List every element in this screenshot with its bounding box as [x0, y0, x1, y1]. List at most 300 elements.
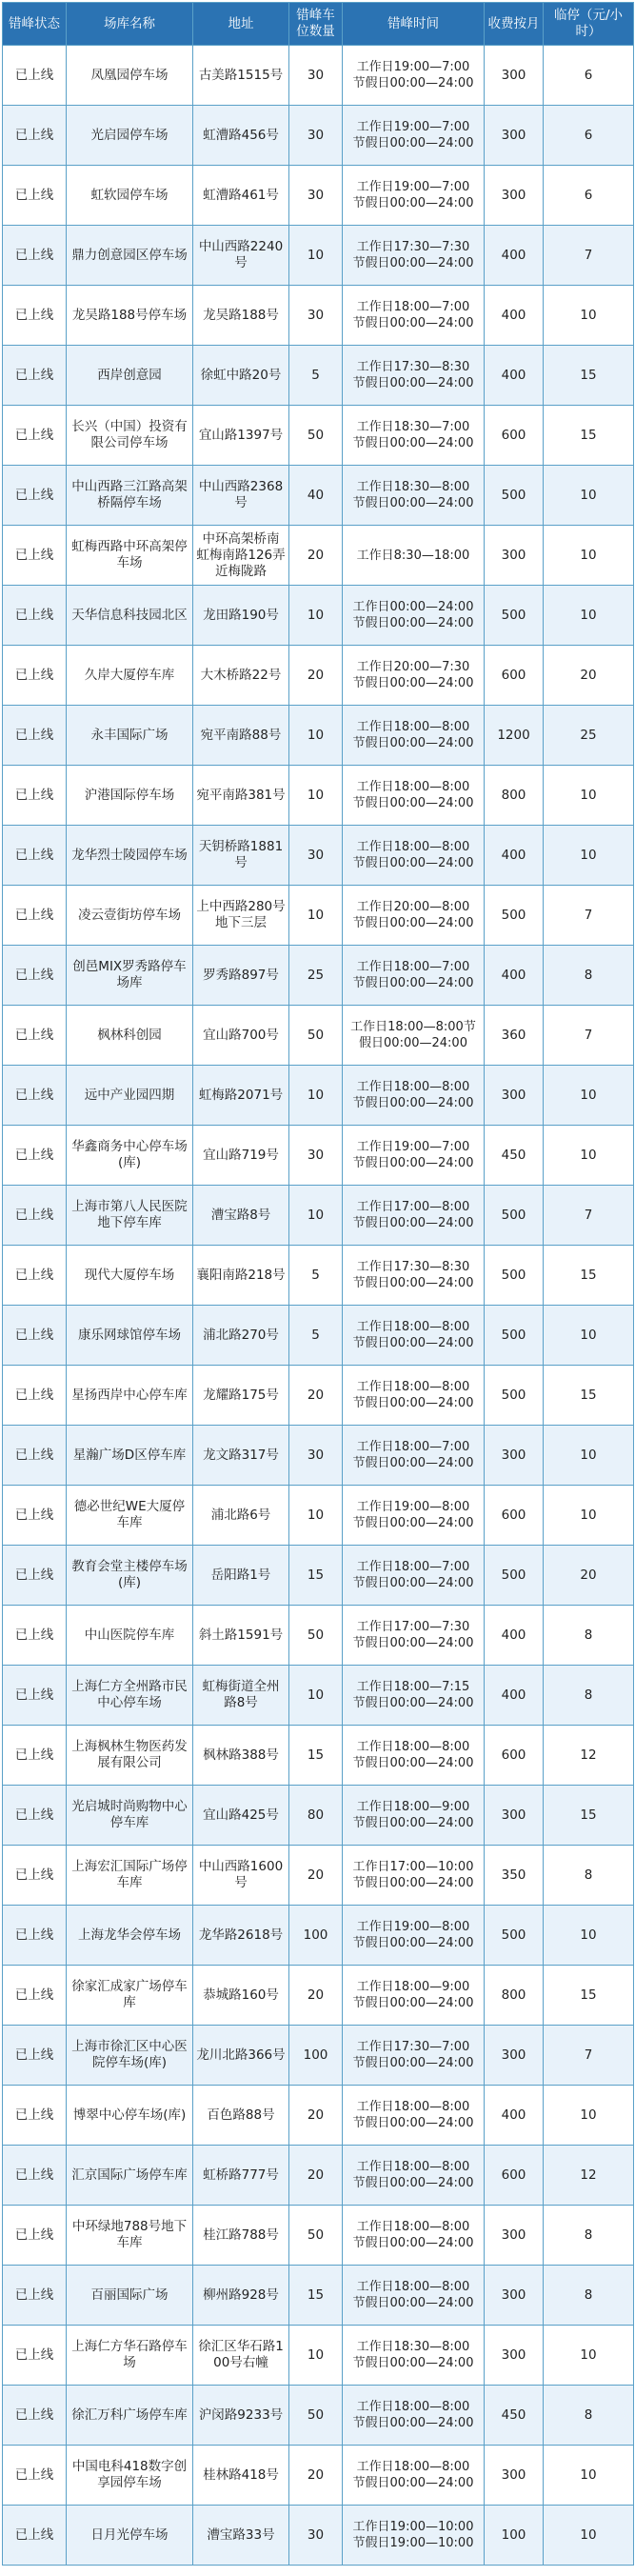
time-cell: 工作日17:00—7:30 节假日00:00—24:00	[343, 1606, 485, 1666]
address-cell: 虹梅街道全州路8号	[193, 1666, 289, 1726]
spaces-cell: 10	[289, 1486, 343, 1546]
monthly-fee-cell: 400	[485, 286, 544, 346]
header-time: 错峰时间	[343, 3, 485, 46]
monthly-fee-cell: 800	[485, 1966, 544, 2026]
spaces-cell: 20	[289, 1846, 343, 1906]
name-cell: 久岸大厦停车库	[67, 646, 193, 706]
spaces-cell: 5	[289, 1306, 343, 1366]
table-row	[3, 1426, 634, 1486]
monthly-fee-cell: 400	[485, 1606, 544, 1666]
hourly-fee-cell: 10	[544, 1906, 634, 1966]
table-row	[3, 1546, 634, 1606]
hourly-fee-cell: 6	[544, 166, 634, 226]
status-cell: 已上线	[3, 226, 67, 286]
status-cell: 已上线	[3, 466, 67, 526]
name-cell: 西岸创意园	[67, 346, 193, 406]
address-cell: 虹漕路456号	[193, 106, 289, 166]
address-cell: 大木桥路22号	[193, 646, 289, 706]
spaces-cell: 20	[289, 646, 343, 706]
monthly-fee-cell: 450	[485, 2386, 544, 2446]
hourly-fee-cell: 12	[544, 2146, 634, 2206]
time-cell: 工作日18:30—8:00 节假日00:00—24:00	[343, 2326, 485, 2386]
monthly-fee-cell: 500	[485, 586, 544, 646]
monthly-fee-cell: 100	[485, 2506, 544, 2566]
hourly-fee-cell: 15	[544, 406, 634, 466]
monthly-fee-cell: 500	[485, 1906, 544, 1966]
hourly-fee-cell: 8	[544, 1846, 634, 1906]
monthly-fee-cell: 300	[485, 1426, 544, 1486]
table-body	[3, 46, 634, 2566]
table-row	[3, 1846, 634, 1906]
time-cell: 工作日18:00—9:00 节假日00:00—24:00	[343, 1786, 485, 1846]
name-cell: 教育会堂主楼停车场(库)	[67, 1546, 193, 1606]
address-cell: 龙田路190号	[193, 586, 289, 646]
name-cell: 凤凰园停车场	[67, 46, 193, 106]
status-cell: 已上线	[3, 106, 67, 166]
hourly-fee-cell: 25	[544, 706, 634, 766]
hourly-fee-cell: 8	[544, 2266, 634, 2326]
table-row	[3, 2206, 634, 2266]
status-cell: 已上线	[3, 946, 67, 1006]
status-cell: 已上线	[3, 646, 67, 706]
header-spaces: 错峰车位数量	[289, 3, 343, 46]
name-cell: 枫林科创园	[67, 1006, 193, 1066]
status-cell: 已上线	[3, 1006, 67, 1066]
time-cell: 工作日18:00—7:15 节假日00:00—24:00	[343, 1666, 485, 1726]
hourly-fee-cell: 10	[544, 466, 634, 526]
name-cell: 虹软园停车场	[67, 166, 193, 226]
spaces-cell: 30	[289, 106, 343, 166]
time-cell: 工作日17:30—8:30 节假日00:00—24:00	[343, 346, 485, 406]
name-cell: 百丽国际广场	[67, 2266, 193, 2326]
spaces-cell: 25	[289, 946, 343, 1006]
monthly-fee-cell: 600	[485, 1486, 544, 1546]
status-cell: 已上线	[3, 526, 67, 586]
table-row	[3, 466, 634, 526]
address-cell: 斜土路1591号	[193, 1606, 289, 1666]
spaces-cell: 30	[289, 1126, 343, 1186]
monthly-fee-cell: 500	[485, 466, 544, 526]
name-cell: 上海市第八人民医院地下停车库	[67, 1186, 193, 1246]
monthly-fee-cell: 500	[485, 886, 544, 946]
address-cell: 中山西路2240号	[193, 226, 289, 286]
spaces-cell: 30	[289, 1426, 343, 1486]
hourly-fee-cell: 7	[544, 2026, 634, 2086]
name-cell: 上海仁方华石路停车场	[67, 2326, 193, 2386]
monthly-fee-cell: 600	[485, 1726, 544, 1786]
hourly-fee-cell: 15	[544, 1966, 634, 2026]
address-cell: 宜山路700号	[193, 1006, 289, 1066]
table-row	[3, 2026, 634, 2086]
table-row	[3, 1006, 634, 1066]
status-cell: 已上线	[3, 2086, 67, 2146]
hourly-fee-cell: 10	[544, 1306, 634, 1366]
name-cell: 康乐网球馆停车场	[67, 1306, 193, 1366]
time-cell: 工作日18:00—8:00 节假日00:00—24:00	[343, 1066, 485, 1126]
name-cell: 上海枫林生物医药发展有限公司	[67, 1726, 193, 1786]
spaces-cell: 30	[289, 46, 343, 106]
hourly-fee-cell: 6	[544, 106, 634, 166]
table-row	[3, 2386, 634, 2446]
name-cell: 远中产业园四期	[67, 1066, 193, 1126]
status-cell: 已上线	[3, 2146, 67, 2206]
address-cell: 襄阳南路218号	[193, 1246, 289, 1306]
time-cell: 工作日19:00—7:00 节假日00:00—24:00	[343, 166, 485, 226]
spaces-cell: 10	[289, 2326, 343, 2386]
status-cell: 已上线	[3, 1066, 67, 1126]
name-cell: 徐家汇成家广场停车库	[67, 1966, 193, 2026]
status-cell: 已上线	[3, 826, 67, 886]
address-cell: 天钥桥路1881号	[193, 826, 289, 886]
status-cell: 已上线	[3, 1186, 67, 1246]
status-cell: 已上线	[3, 1486, 67, 1546]
table-row	[3, 706, 634, 766]
monthly-fee-cell: 1200	[485, 706, 544, 766]
header-name: 场库名称	[67, 3, 193, 46]
address-cell: 漕宝路8号	[193, 1186, 289, 1246]
hourly-fee-cell: 10	[544, 1126, 634, 1186]
address-cell: 龙文路317号	[193, 1426, 289, 1486]
hourly-fee-cell: 10	[544, 2326, 634, 2386]
table-row	[3, 46, 634, 106]
table-row	[3, 1066, 634, 1126]
table-row	[3, 1726, 634, 1786]
time-cell: 工作日18:00—7:00 节假日00:00—24:00	[343, 286, 485, 346]
status-cell: 已上线	[3, 1906, 67, 1966]
table-row	[3, 2326, 634, 2386]
status-cell: 已上线	[3, 886, 67, 946]
address-cell: 虹漕路461号	[193, 166, 289, 226]
table-row	[3, 1366, 634, 1426]
address-cell: 桂林路418号	[193, 2446, 289, 2506]
status-cell: 已上线	[3, 2206, 67, 2266]
address-cell: 虹梅路2071号	[193, 1066, 289, 1126]
name-cell: 鼎力创意园区停车场	[67, 226, 193, 286]
status-cell: 已上线	[3, 2506, 67, 2566]
address-cell: 徐汇区华石路100号右幢	[193, 2326, 289, 2386]
spaces-cell: 10	[289, 586, 343, 646]
time-cell: 工作日18:00—8:00 节假日00:00—24:00	[343, 2266, 485, 2326]
address-cell: 中山西路2368号	[193, 466, 289, 526]
time-cell: 工作日17:30—7:30 节假日00:00—24:00	[343, 226, 485, 286]
spaces-cell: 50	[289, 406, 343, 466]
table-row	[3, 1906, 634, 1966]
time-cell: 工作日19:00—7:00 节假日00:00—24:00	[343, 46, 485, 106]
monthly-fee-cell: 600	[485, 406, 544, 466]
name-cell: 永丰国际广场	[67, 706, 193, 766]
spaces-cell: 5	[289, 1246, 343, 1306]
time-cell: 工作日18:00—8:00 节假日00:00—24:00	[343, 826, 485, 886]
name-cell: 上海市徐汇区中心医院停车场(库)	[67, 2026, 193, 2086]
spaces-cell: 20	[289, 526, 343, 586]
name-cell: 德必世纪WE大厦停车库	[67, 1486, 193, 1546]
monthly-fee-cell: 400	[485, 946, 544, 1006]
table-row	[3, 286, 634, 346]
hourly-fee-cell: 12	[544, 1726, 634, 1786]
name-cell: 现代大厦停车场	[67, 1246, 193, 1306]
time-cell: 工作日18:00—8:00 节假日00:00—24:00	[343, 2386, 485, 2446]
address-cell: 沪闵路9233号	[193, 2386, 289, 2446]
table-row	[3, 646, 634, 706]
monthly-fee-cell: 300	[485, 2206, 544, 2266]
status-cell: 已上线	[3, 346, 67, 406]
hourly-fee-cell: 10	[544, 2506, 634, 2566]
header-hourly-fee: 临停（元/小时）	[544, 3, 634, 46]
address-cell: 古美路1515号	[193, 46, 289, 106]
table-row	[3, 826, 634, 886]
status-cell: 已上线	[3, 1246, 67, 1306]
table-row	[3, 1966, 634, 2026]
spaces-cell: 20	[289, 1966, 343, 2026]
name-cell: 中山医院停车库	[67, 1606, 193, 1666]
address-cell: 虹桥路777号	[193, 2146, 289, 2206]
address-cell: 龙吴路188号	[193, 286, 289, 346]
time-cell: 工作日18:00—8:00 节假日00:00—24:00	[343, 1306, 485, 1366]
name-cell: 日月光停车场	[67, 2506, 193, 2566]
table-row	[3, 2266, 634, 2326]
status-cell: 已上线	[3, 2326, 67, 2386]
hourly-fee-cell: 10	[544, 1066, 634, 1126]
spaces-cell: 30	[289, 826, 343, 886]
hourly-fee-cell: 15	[544, 346, 634, 406]
status-cell: 已上线	[3, 1546, 67, 1606]
time-cell: 工作日18:00—8:00 节假日00:00—24:00	[343, 2086, 485, 2146]
monthly-fee-cell: 800	[485, 766, 544, 826]
header-status: 错峰状态	[3, 3, 67, 46]
time-cell: 工作日18:00—8:00 节假日00:00—24:00	[343, 2146, 485, 2206]
table-row	[3, 2086, 634, 2146]
address-cell: 上中西路280号地下三层	[193, 886, 289, 946]
time-cell: 工作日19:00—10:00 节假日19:00—10:00	[343, 2506, 485, 2566]
spaces-cell: 15	[289, 1546, 343, 1606]
address-cell: 中山西路1600号	[193, 1846, 289, 1906]
parking-table	[2, 2, 634, 2566]
name-cell: 博翠中心停车场(库)	[67, 2086, 193, 2146]
spaces-cell: 100	[289, 1906, 343, 1966]
name-cell: 星扬西岸中心停车库	[67, 1366, 193, 1426]
table-row	[3, 1186, 634, 1246]
table-row	[3, 1126, 634, 1186]
address-cell: 龙华路2618号	[193, 1906, 289, 1966]
spaces-cell: 10	[289, 1186, 343, 1246]
header-address: 地址	[193, 3, 289, 46]
time-cell: 工作日19:00—8:00 节假日00:00—24:00	[343, 1906, 485, 1966]
name-cell: 光启城时尚购物中心停车库	[67, 1786, 193, 1846]
table-row	[3, 166, 634, 226]
monthly-fee-cell: 400	[485, 226, 544, 286]
monthly-fee-cell: 400	[485, 2086, 544, 2146]
address-cell: 宛平南路88号	[193, 706, 289, 766]
table-row	[3, 2506, 634, 2566]
table-row	[3, 766, 634, 826]
table-row	[3, 1786, 634, 1846]
name-cell: 虹梅西路中环高架停车场	[67, 526, 193, 586]
hourly-fee-cell: 20	[544, 1546, 634, 1606]
table-row	[3, 1666, 634, 1726]
time-cell: 工作日17:00—10:00 节假日00:00—24:00	[343, 1846, 485, 1906]
time-cell: 工作日17:00—8:00 节假日00:00—24:00	[343, 1186, 485, 1246]
spaces-cell: 10	[289, 1066, 343, 1126]
address-cell: 柳州路928号	[193, 2266, 289, 2326]
spaces-cell: 50	[289, 2206, 343, 2266]
monthly-fee-cell: 300	[485, 2326, 544, 2386]
status-cell: 已上线	[3, 1846, 67, 1906]
name-cell: 龙吴路188号停车场	[67, 286, 193, 346]
spaces-cell: 20	[289, 1366, 343, 1426]
spaces-cell: 15	[289, 2266, 343, 2326]
address-cell: 宜山路1397号	[193, 406, 289, 466]
spaces-cell: 15	[289, 1726, 343, 1786]
name-cell: 华鑫商务中心停车场(库)	[67, 1126, 193, 1186]
monthly-fee-cell: 300	[485, 1066, 544, 1126]
hourly-fee-cell: 8	[544, 946, 634, 1006]
monthly-fee-cell: 300	[485, 46, 544, 106]
hourly-fee-cell: 8	[544, 1666, 634, 1726]
name-cell: 长兴（中国）投资有限公司停车场	[67, 406, 193, 466]
address-cell: 岳阳路1号	[193, 1546, 289, 1606]
monthly-fee-cell: 360	[485, 1006, 544, 1066]
status-cell: 已上线	[3, 1786, 67, 1846]
time-cell: 工作日18:00—8:00 节假日00:00—24:00	[343, 1726, 485, 1786]
monthly-fee-cell: 300	[485, 2266, 544, 2326]
spaces-cell: 10	[289, 226, 343, 286]
header-monthly-fee: 收费按月	[485, 3, 544, 46]
time-cell: 工作日20:00—8:00 节假日00:00—24:00	[343, 886, 485, 946]
name-cell: 徐汇万科广场停车库	[67, 2386, 193, 2446]
address-cell: 宜山路719号	[193, 1126, 289, 1186]
monthly-fee-cell: 500	[485, 1366, 544, 1426]
header-row	[3, 3, 634, 46]
hourly-fee-cell: 20	[544, 646, 634, 706]
address-cell: 浦北路270号	[193, 1306, 289, 1366]
spaces-cell: 10	[289, 1666, 343, 1726]
spaces-cell: 50	[289, 1006, 343, 1066]
time-cell: 工作日18:00—8:00 节假日00:00—24:00	[343, 2446, 485, 2506]
spaces-cell: 20	[289, 2146, 343, 2206]
monthly-fee-cell: 300	[485, 166, 544, 226]
monthly-fee-cell: 450	[485, 1126, 544, 1186]
monthly-fee-cell: 300	[485, 526, 544, 586]
table-row	[3, 946, 634, 1006]
hourly-fee-cell: 10	[544, 2086, 634, 2146]
status-cell: 已上线	[3, 2386, 67, 2446]
table-row	[3, 2446, 634, 2506]
table-row	[3, 1486, 634, 1546]
address-cell: 龙川北路366号	[193, 2026, 289, 2086]
name-cell: 上海仁方全州路市民中心停车场	[67, 1666, 193, 1726]
name-cell: 沪港国际停车场	[67, 766, 193, 826]
address-cell: 枫林路388号	[193, 1726, 289, 1786]
monthly-fee-cell: 300	[485, 2026, 544, 2086]
hourly-fee-cell: 10	[544, 826, 634, 886]
status-cell: 已上线	[3, 2266, 67, 2326]
table-row	[3, 106, 634, 166]
status-cell: 已上线	[3, 706, 67, 766]
time-cell: 工作日18:00—8:00 节假日00:00—24:00	[343, 2206, 485, 2266]
time-cell: 工作日18:30—8:00 节假日00:00—24:00	[343, 466, 485, 526]
status-cell: 已上线	[3, 1726, 67, 1786]
address-cell: 宜山路425号	[193, 1786, 289, 1846]
hourly-fee-cell: 10	[544, 526, 634, 586]
spaces-cell: 80	[289, 1786, 343, 1846]
name-cell: 光启园停车场	[67, 106, 193, 166]
time-cell: 工作日20:00—7:30 节假日00:00—24:00	[343, 646, 485, 706]
spaces-cell: 30	[289, 166, 343, 226]
address-cell: 中环高架桥南虹梅南路126弄近梅陇路	[193, 526, 289, 586]
monthly-fee-cell: 500	[485, 1246, 544, 1306]
spaces-cell: 30	[289, 286, 343, 346]
status-cell: 已上线	[3, 1306, 67, 1366]
name-cell: 中环绿地788号地下车库	[67, 2206, 193, 2266]
time-cell: 工作日18:00—8:00节假日00:00—24:00	[343, 1006, 485, 1066]
monthly-fee-cell: 300	[485, 106, 544, 166]
status-cell: 已上线	[3, 166, 67, 226]
time-cell: 工作日00:00—24:00 节假日00:00—24:00	[343, 586, 485, 646]
address-cell: 桂江路788号	[193, 2206, 289, 2266]
time-cell: 工作日8:30—18:00	[343, 526, 485, 586]
monthly-fee-cell: 300	[485, 2446, 544, 2506]
name-cell: 上海宏汇国际广场停车库	[67, 1846, 193, 1906]
spaces-cell: 10	[289, 766, 343, 826]
monthly-fee-cell: 400	[485, 346, 544, 406]
hourly-fee-cell: 6	[544, 46, 634, 106]
table-row	[3, 226, 634, 286]
hourly-fee-cell: 10	[544, 586, 634, 646]
time-cell: 工作日17:30—8:30 节假日00:00—24:00	[343, 1246, 485, 1306]
table-row	[3, 1306, 634, 1366]
hourly-fee-cell: 10	[544, 286, 634, 346]
monthly-fee-cell: 600	[485, 2146, 544, 2206]
address-cell: 罗秀路897号	[193, 946, 289, 1006]
hourly-fee-cell: 7	[544, 886, 634, 946]
status-cell: 已上线	[3, 2026, 67, 2086]
hourly-fee-cell: 15	[544, 1246, 634, 1306]
name-cell: 星瀚广场D区停车库	[67, 1426, 193, 1486]
name-cell: 天华信息科技园北区	[67, 586, 193, 646]
spaces-cell: 20	[289, 2086, 343, 2146]
spaces-cell: 10	[289, 886, 343, 946]
status-cell: 已上线	[3, 1606, 67, 1666]
hourly-fee-cell: 10	[544, 2446, 634, 2506]
time-cell: 工作日18:00—7:00 节假日00:00—24:00	[343, 1546, 485, 1606]
status-cell: 已上线	[3, 1666, 67, 1726]
address-cell: 徐虹中路20号	[193, 346, 289, 406]
table-row	[3, 586, 634, 646]
monthly-fee-cell: 500	[485, 1186, 544, 1246]
address-cell: 龙耀路175号	[193, 1366, 289, 1426]
name-cell: 汇京国际广场停车库	[67, 2146, 193, 2206]
hourly-fee-cell: 10	[544, 766, 634, 826]
spaces-cell: 100	[289, 2026, 343, 2086]
hourly-fee-cell: 7	[544, 1006, 634, 1066]
spaces-cell: 40	[289, 466, 343, 526]
monthly-fee-cell: 350	[485, 1846, 544, 1906]
status-cell: 已上线	[3, 2446, 67, 2506]
status-cell: 已上线	[3, 1966, 67, 2026]
time-cell: 工作日19:00—7:00 节假日00:00—24:00	[343, 1126, 485, 1186]
table-row	[3, 1606, 634, 1666]
name-cell: 创邑MIX罗秀路停车场库	[67, 946, 193, 1006]
table-row	[3, 1246, 634, 1306]
hourly-fee-cell: 7	[544, 226, 634, 286]
status-cell: 已上线	[3, 586, 67, 646]
monthly-fee-cell: 600	[485, 646, 544, 706]
hourly-fee-cell: 15	[544, 1366, 634, 1426]
table-row	[3, 526, 634, 586]
status-cell: 已上线	[3, 46, 67, 106]
monthly-fee-cell: 500	[485, 1306, 544, 1366]
time-cell: 工作日17:30—7:00 节假日00:00—24:00	[343, 2026, 485, 2086]
